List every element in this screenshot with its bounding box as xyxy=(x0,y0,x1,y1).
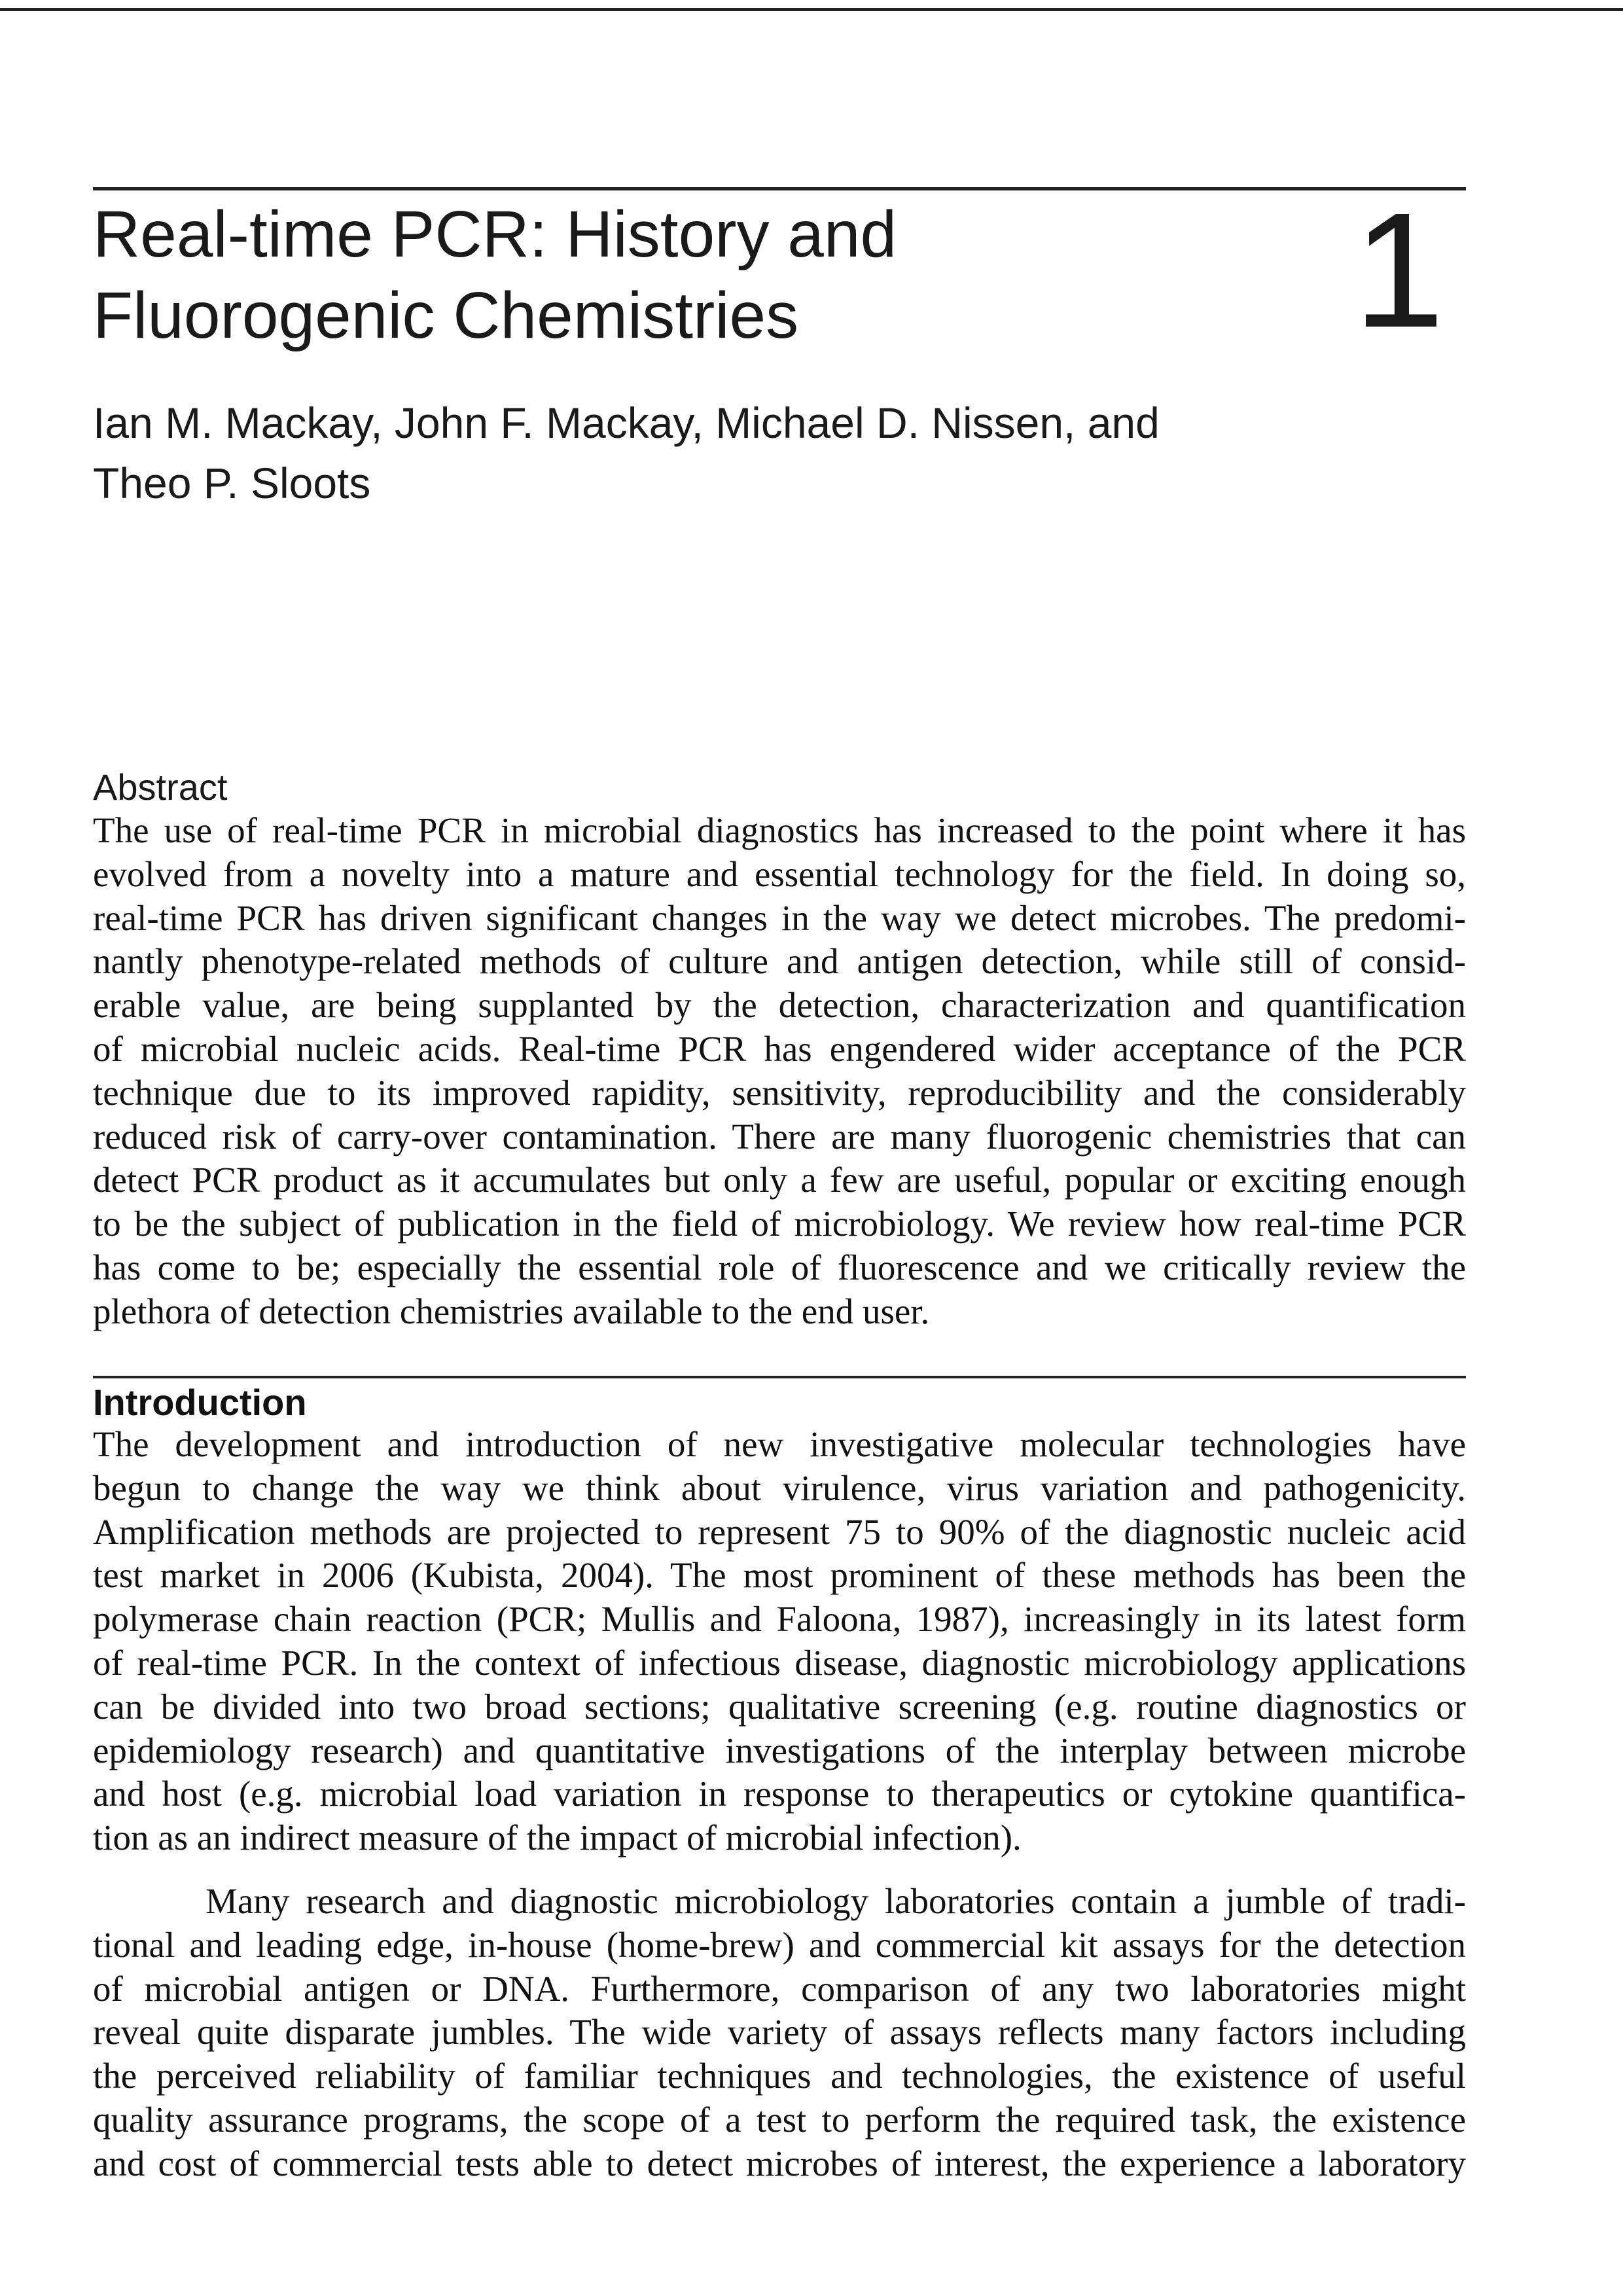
abstract-line: reduced risk of carry-over contamination. There are many fluorogenic chemistries that can xyxy=(93,1116,1466,1157)
abstract-line: erable value, are being supplanted by the detection, characterization and quantification xyxy=(93,985,1466,1026)
body-line: the perceived reliability of familiar techniques and technologies, the existence of useful xyxy=(93,2056,1466,2096)
abstract-line: nantly phenotype-related methods of culture and antigen detection, while still of consid- xyxy=(93,941,1466,982)
body-line: reveal quite disparate jumbles. The wide variety of assays reflects many factors including xyxy=(93,2012,1466,2053)
abstract-line: plethora of detection chemistries available to the end user. xyxy=(93,1291,930,1331)
introduction-paragraph-2 xyxy=(93,1880,1466,2186)
body-line: of microbial antigen or DNA. Furthermore, comparison of any two laboratories might xyxy=(93,1968,1466,2009)
abstract-paragraph xyxy=(93,809,1466,1334)
introduction-paragraph-1 xyxy=(93,1423,1466,1860)
chapter-title xyxy=(93,194,1205,356)
abstract-line: The use of real-time PCR in microbial diagnostics has increased to the point where it has xyxy=(93,810,1466,850)
abstract-line: detect PCR product as it accumulates but only a few are useful, popular or exciting enough xyxy=(93,1160,1466,1200)
abstract-line: of microbial nucleic acids. Real-time PCR has engendered wider acceptance of the PCR xyxy=(93,1028,1466,1069)
abstract-line: evolved from a novelty into a mature and essential technology for the field. In doing so, xyxy=(93,853,1466,894)
author-line: Theo P. Sloots xyxy=(93,459,371,507)
body-line: and cost of commercial tests able to detect microbes of interest, the experience a laboratory xyxy=(93,2143,1466,2183)
abstract-line: has come to be; especially the essential role of fluorescence and we critically review the xyxy=(93,1247,1466,1287)
abstract-line: to be the subject of publication in the field of microbiology. We review how real-time PCR xyxy=(93,1204,1466,1244)
abstract-line: technique due to its improved rapidity, sensitivity, reproducibility and the considerably xyxy=(93,1072,1466,1113)
chapter-title-line: Fluorogenic Chemistries xyxy=(93,279,799,352)
body-line: quality assurance programs, the scope of a test to perform the required task, the existence xyxy=(93,2099,1466,2140)
introduction-heading: Introduction xyxy=(93,1382,307,1423)
chapter-title-line: Real-time PCR: History and xyxy=(93,198,897,271)
introduction-rule xyxy=(93,1376,1466,1378)
body-line: The development and introduction of new investigative molecular technologies have xyxy=(93,1424,1466,1464)
body-line: Amplification methods are projected to represent 75 to 90% of the diagnostic nucleic acid xyxy=(93,1511,1466,1552)
abstract-heading: Abstract xyxy=(93,766,228,808)
body-line: of real-time PCR. In the context of infectious disease, diagnostic microbiology applications xyxy=(93,1642,1466,1683)
body-line: polymerase chain reaction (PCR; Mullis and Faloona, 1987), increasingly in its latest form xyxy=(93,1599,1466,1640)
body-line: begun to change the way we think about virulence, virus variation and pathogenicity. xyxy=(93,1467,1466,1508)
body-line: tional and leading edge, in-house (home-brew) and commercial kit assays for the detection xyxy=(93,1924,1466,1965)
page-top-rule xyxy=(0,8,1623,11)
body-line: tion as an indirect measure of the impact of microbial infection). xyxy=(93,1818,1022,1858)
abstract-line: real-time PCR has driven significant changes in the way we detect microbes. The predomi- xyxy=(93,897,1466,938)
body-line: epidemiology research) and quantitative investigations of the interplay between microbe xyxy=(93,1730,1466,1770)
body-line: Many research and diagnostic microbiology laboratories contain a jumble of tradi- xyxy=(205,1881,1466,1921)
chapter-title-rule xyxy=(93,187,1466,190)
author-list xyxy=(93,393,1336,513)
author-line: Ian M. Mackay, John F. Mackay, Michael D. Nissen, and xyxy=(93,399,1160,447)
body-line: can be divided into two broad sections; qualitative screening (e.g. routine diagnostics or xyxy=(93,1686,1466,1727)
chapter-number: 1 xyxy=(1353,179,1445,361)
body-line: test market in 2006 (Kubista, 2004). The most prominent of these methods has been the xyxy=(93,1555,1466,1596)
body-line: and host (e.g. microbial load variation in response to therapeutics or cytokine quantifica- xyxy=(93,1774,1466,1814)
